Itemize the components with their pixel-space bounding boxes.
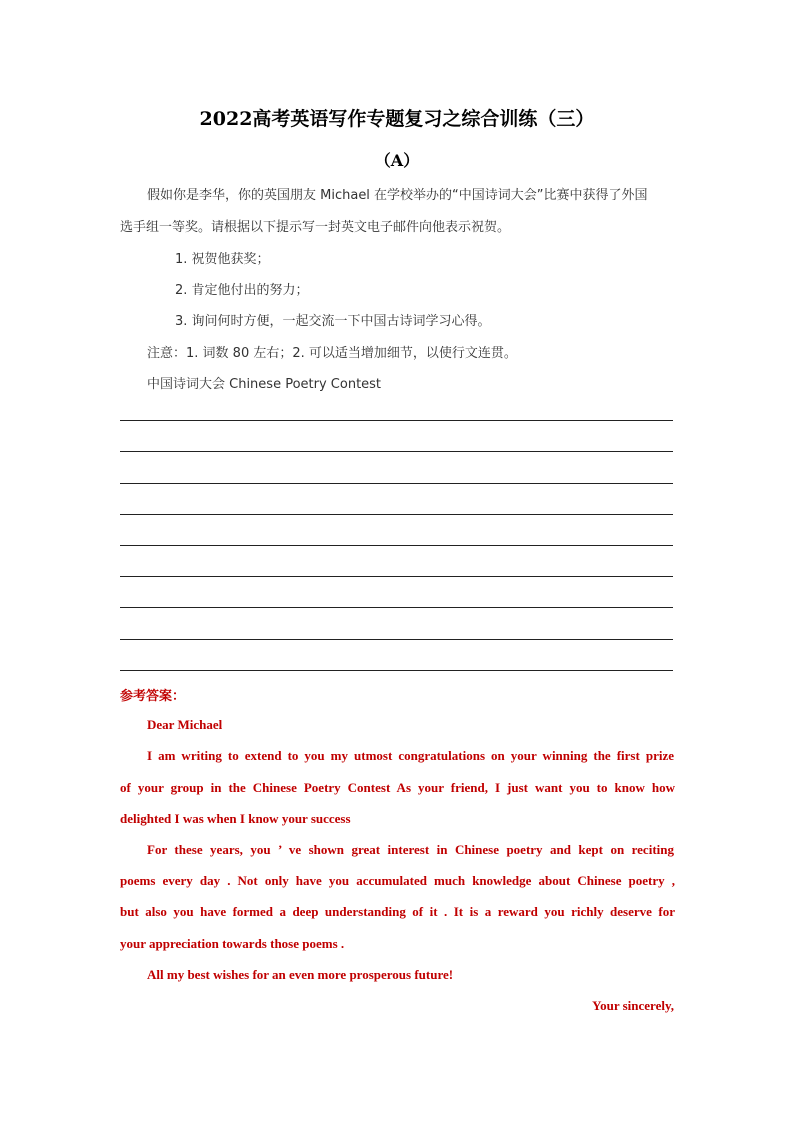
answer-line: I am writing to extend to you my utmost congratulations on your winning the first prize — [147, 748, 674, 763]
page-title: 2022高考英语写作专题复习之综合训练（三） — [199, 108, 595, 130]
answer-line: your appreciation towards those poems . — [120, 936, 345, 951]
prompt-intro-line-2: 选手组一等奖。请根据以下提示写一封英文电子邮件向他表示祝贺。 — [120, 220, 511, 235]
answer-salutation: Dear Michael — [147, 717, 223, 732]
writing-line — [120, 639, 673, 640]
answer-line: All my best wishes for an even more prosperous future! — [147, 967, 454, 982]
prompt-vocab: 中国诗词大会 Chinese Poetry Contest — [147, 377, 382, 392]
prompt-intro-line-1: 假如你是李华，你的英国朋友 Michael 在学校举办的“中国诗词大会”比赛中获得了外国 — [147, 188, 648, 203]
writing-line — [120, 514, 673, 515]
prompt-note: 注意：1. 词数 80 左右；2. 可以适当增加细节，以使行文连贯。 — [147, 346, 517, 361]
answer-line: of your group in the Chinese Poetry Contest As your friend, I just want you to know how — [120, 780, 675, 795]
answer-line: poems every day . Not only have you accumulated much knowledge about Chinese poetry , — [120, 873, 675, 888]
answer-closing: Your sincerely, — [592, 998, 674, 1013]
writing-line — [120, 576, 673, 577]
writing-line — [120, 451, 673, 452]
answer-line: but also you have formed a deep understanding of it . It is a reward you richly deserve for — [120, 904, 675, 919]
writing-line — [120, 670, 673, 671]
writing-line — [120, 483, 673, 484]
prompt-point-2: 2. 肯定他付出的努力； — [175, 283, 309, 298]
answer-heading: 参考答案： — [120, 689, 186, 704]
writing-line — [120, 545, 673, 546]
prompt-point-1: 1. 祝贺他获奖； — [175, 252, 270, 267]
writing-line — [120, 420, 673, 421]
writing-line — [120, 607, 673, 608]
prompt-point-3: 3. 询问何时方便，一起交流一下中国古诗词学习心得。 — [175, 314, 491, 329]
answer-line: delighted I was when I know your success — [120, 811, 351, 826]
section-label: （A） — [374, 151, 420, 170]
answer-line: For these years, you ’ ve shown great interest in Chinese poetry and kept on reciting — [147, 842, 674, 857]
